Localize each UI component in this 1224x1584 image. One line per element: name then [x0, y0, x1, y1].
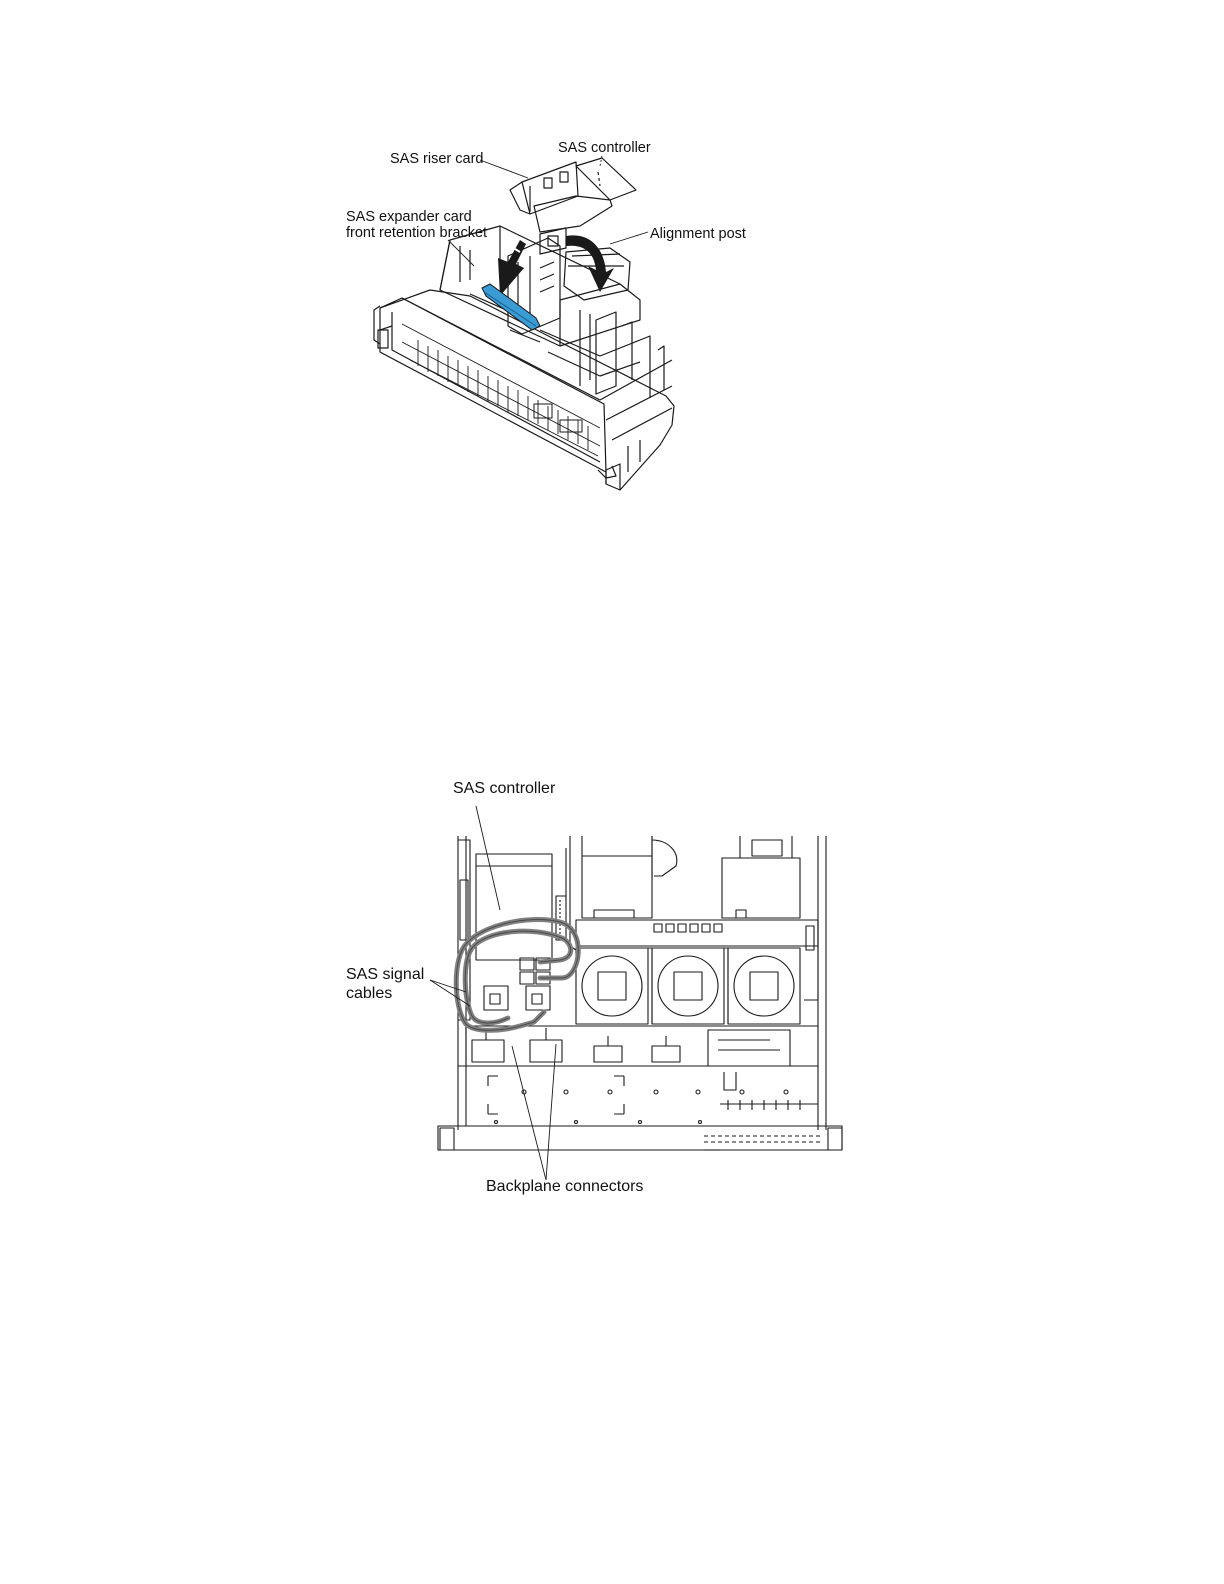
label-backplane-connectors: Backplane connectors — [486, 1178, 644, 1195]
label-sas-controller-bottom: SAS controller — [453, 780, 556, 797]
label-sas-signal-line1: SAS signal — [346, 966, 425, 983]
label-sas-riser-card: SAS riser card — [390, 151, 484, 167]
label-alignment-post: Alignment post — [650, 226, 746, 242]
label-sas-controller-top: SAS controller — [558, 140, 651, 156]
label-sas-expander-line1: SAS expander card — [346, 209, 472, 225]
label-sas-expander-line2: front retention bracket — [346, 225, 488, 241]
label-sas-signal-line2: cables — [346, 985, 393, 1002]
